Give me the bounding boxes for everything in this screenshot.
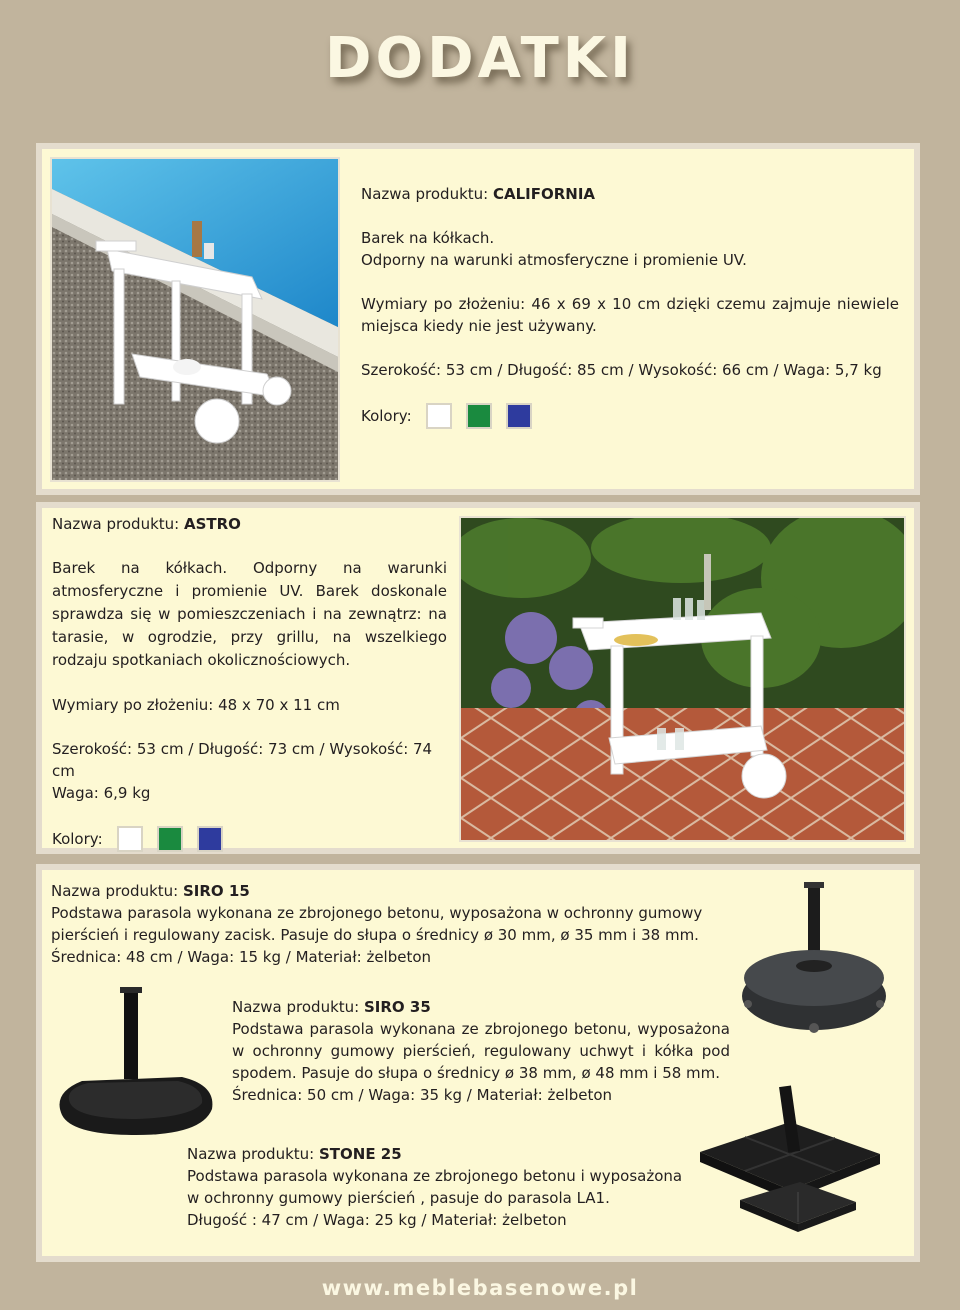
astro-photo [459,516,906,842]
siro15-text [51,880,751,968]
california-dimensions: Szerokość: 53 cm / Długość: 85 cm / Wysokość: 66 cm / Waga: 5,7 kg [361,361,882,379]
astro-name: ASTRO [183,515,241,533]
stone25-line2: w ochronny gumowy pierścień , pasuje do parasola LA1. [187,1189,610,1207]
footer-website-link[interactable]: www.meblebasenowe.pl [321,1276,639,1300]
astro-name-label: Nazwa produktu: [52,515,184,533]
siro15-base-image [740,880,890,1040]
california-name: CALIFORNIA [492,185,596,203]
siro35-base-image [52,985,220,1137]
siro15-line2: pierścień i regulowany zacisk. Pasuje do słupa o średnicy ø 30 mm, ø 35 mm i 38 mm. [51,926,699,944]
siro15-line1: Podstawa parasola wykonana ze zbrojonego betonu, wyposażona w ochronny gumowy [51,904,703,922]
california-line2: Odporny na warunki atmosferyczne i promienie UV. [361,251,747,269]
stone25-name: STONE 25 [318,1145,402,1163]
stone25-name-label: Nazwa produktu: [187,1145,319,1163]
stone25-line1: Podstawa parasola wykonana ze zbrojonego betonu i wyposażona [187,1167,683,1185]
siro35-line-last: Średnica: 50 cm / Waga: 35 kg / Materiał: żelbeton [232,1086,613,1104]
california-photo [50,157,340,482]
siro35-name-label: Nazwa produktu: [232,998,364,1016]
color-swatch-white [117,826,143,852]
astro-weight: Waga: 6,9 kg [52,784,151,802]
siro35-name: SIRO 35 [363,998,431,1016]
astro-folded: Wymiary po złożeniu: 48 x 70 x 11 cm [52,696,340,714]
footer-band [0,1268,960,1310]
astro-description: Barek na kółkach. Odporny na warunki atmosferyczne i promienie UV. Barek doskonale sprawdza się w pomieszczeniach i na zewnątrz: na tarasie, w ogrodzie, przy grillu, na wszelkiego rodzaju spotkaniach okolicznościowych. [52,559,447,669]
astro-colors [52,826,447,852]
siro35-text [232,996,730,1106]
california-folded: Wymiary po złożeniu: 46 x 69 x 10 cm dzięki czemu zajmuje niewiele miejsca kiedy nie jest używany. [361,295,899,335]
stone25-base-image [680,1082,890,1242]
color-swatch-green [466,403,492,429]
california-line1: Barek na kółkach. [361,229,495,247]
color-swatch-green [157,826,183,852]
california-colors-label: Kolory: [361,407,412,425]
header-band [0,0,960,128]
california-colors [361,403,899,429]
color-swatch-blue [506,403,532,429]
siro15-line3: Średnica: 48 cm / Waga: 15 kg / Materiał: żelbeton [51,948,432,966]
siro15-name: SIRO 15 [182,882,250,900]
astro-colors-label: Kolory: [52,830,103,848]
siro15-name-label: Nazwa produktu: [51,882,183,900]
stone25-text [187,1143,687,1231]
page-title: DODATKI [325,26,635,91]
siro35-description: Podstawa parasola wykonana ze zbrojonego betonu, wyposażona w ochronny gumowy pierścień, regulowany uchwyt i kółka pod spodem. Pasuje do słupa o średnicy ø 38 mm, ø 48 mm i 58 mm. [232,1020,730,1082]
california-name-label: Nazwa produktu: [361,185,493,203]
color-swatch-blue [197,826,223,852]
astro-dimensions: Szerokość: 53 cm / Długość: 73 cm / Wysokość: 74 cm [52,740,433,780]
california-text [361,183,899,429]
astro-text [52,513,447,852]
color-swatch-white [426,403,452,429]
stone25-line3: Długość : 47 cm / Waga: 25 kg / Materiał: żelbeton [187,1211,567,1229]
